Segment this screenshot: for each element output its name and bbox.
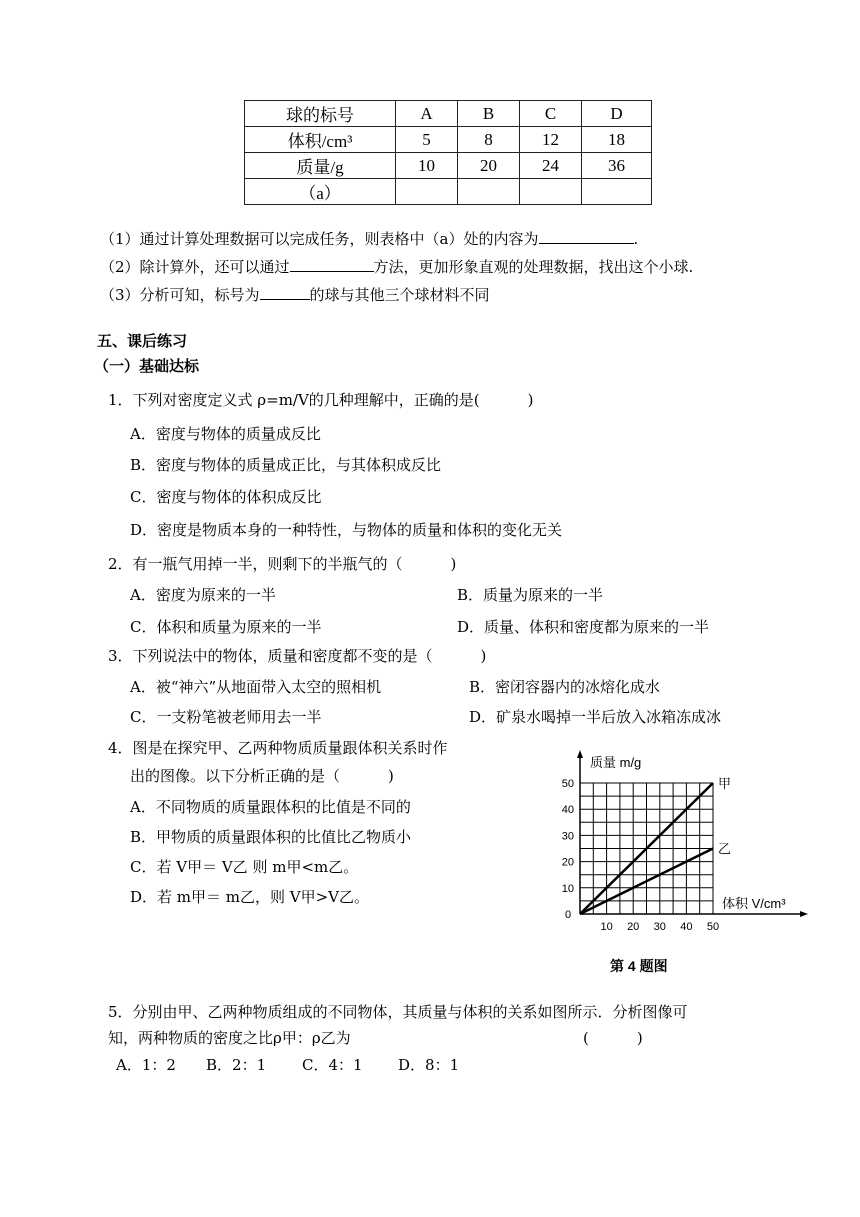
x-tick-label: 20 [627, 921, 640, 933]
question-line: （1）通过计算处理数据可以完成任务，则表格中（a）处的内容为 . [100, 230, 639, 248]
question-line: （2）除计算外，还可以通过 方法，更加形象直观的处理数据，找出这个小球. [100, 258, 694, 276]
y-tick-label: 10 [561, 882, 574, 895]
q5-option-a: A．1：2 [116, 1056, 176, 1074]
x-tick-label: 50 [706, 921, 720, 933]
question-1-stem: 1．下列对密度定义式 ρ=m/V的几种理解中，正确的是( ) [108, 391, 534, 409]
q3-option-a: A．被“神六”从地面带入太空的照相机 [130, 678, 382, 696]
table-row [245, 101, 652, 127]
series-label: 甲 [718, 776, 732, 791]
question-line: （3）分析可知，标号为 的球与其他三个球材料不同 [100, 286, 490, 304]
table-row [245, 127, 652, 153]
table-cell [520, 179, 582, 205]
answer-blank [539, 228, 634, 244]
table-row [245, 179, 652, 205]
y-tick-label: 50 [561, 778, 574, 790]
table-row-label: （a） [245, 179, 396, 205]
q2-option-a: A．密度为原来的一半 [130, 586, 276, 604]
table-header-label: 球的标号 [245, 101, 396, 127]
answer-parentheses: ( ) [583, 1029, 643, 1047]
table-row-label: 体积/cm³ [245, 127, 396, 153]
q1-option-d: D．密度是物质本身的一种特性，与物体的质量和体积的变化无关 [130, 521, 563, 539]
y-axis-label: 质量 m/g [590, 755, 642, 770]
x-tick-label: 30 [653, 921, 666, 933]
table-cell: B [458, 101, 520, 127]
table-cell: 12 [520, 127, 582, 153]
table-row [245, 153, 652, 179]
x-axis-label: 体积 V/cm³ [722, 896, 786, 911]
question-4-stem-line2: 出的图像。以下分析正确的是（ ) [130, 767, 394, 785]
q2-option-c: C．体积和质量为原来的一半 [130, 618, 322, 636]
table-cell: D [582, 101, 652, 127]
table-cell [396, 179, 458, 205]
q1-option-c: C．密度与物体的体积成反比 [130, 488, 322, 506]
q2-option-d: D．质量、体积和密度都为原来的一半 [457, 618, 710, 636]
answer-blank [260, 284, 310, 300]
table-cell: 10 [396, 153, 458, 179]
origin-label: 0 [564, 909, 572, 921]
section-subtitle: （一）基础达标 [94, 357, 200, 375]
section-title: 五、课后练习 [97, 332, 188, 350]
q4-option-b: B．甲物质的质量跟体积的比值比乙物质小 [130, 828, 412, 846]
q3-option-d: D．矿泉水喝掉一半后放入冰箱冻成冰 [469, 708, 722, 726]
series-label: 乙 [718, 841, 732, 857]
q4-option-a: A．不同物质的质量跟体积的比值是不同的 [130, 798, 411, 816]
y-tick-label: 40 [561, 804, 574, 817]
x-tick-label: 10 [600, 921, 613, 933]
question-2-stem: 2．有一瓶气用掉一半，则剩下的半瓶气的（ ) [108, 555, 457, 573]
q1-option-b: B．密度与物体的质量成正比，与其体积成反比 [130, 456, 442, 474]
q5-option-d: D．8：1 [398, 1056, 460, 1074]
q5-option-c: C．4：1 [302, 1056, 363, 1074]
y-tick-label: 20 [561, 856, 574, 869]
x-axis-arrow [800, 911, 808, 917]
figure-caption: 第 4 题图 [610, 958, 668, 974]
question-5-stem-line2: 知，两种物质的密度之比ρ甲：ρ乙为 [108, 1029, 351, 1047]
question-5-stem: 5．分别由甲、乙两种物质组成的不同物体，其质量与体积的关系如图所示．分析图像可 [108, 1003, 688, 1021]
table-cell: 20 [458, 153, 520, 179]
table-cell: 8 [458, 127, 520, 153]
q1-option-a: A．密度与物体的质量成反比 [130, 425, 321, 443]
table-cell [582, 179, 652, 205]
q5-option-b: B．2：1 [206, 1056, 267, 1074]
q2-option-b: B．质量为原来的一半 [457, 586, 604, 604]
question-4-stem: 4．图是在探究甲、乙两种物质质量跟体积关系时作 [108, 739, 448, 757]
question-3-stem: 3．下列说法中的物体，质量和密度都不变的是（ ) [108, 647, 487, 665]
table-cell: 24 [520, 153, 582, 179]
table-row-label: 质量/g [245, 153, 396, 179]
ball-data-table [244, 100, 652, 205]
table-cell [458, 179, 520, 205]
q4-option-d: D．若 m甲＝ m乙，则 V甲>V乙。 [130, 888, 370, 906]
q4-option-c: C．若 V甲＝ V乙 则 m甲<m乙。 [130, 858, 359, 876]
q3-option-c: C．一支粉笔被老师用去一半 [130, 708, 322, 726]
table-cell: 18 [582, 127, 652, 153]
table-cell: 36 [582, 153, 652, 179]
y-tick-label: 30 [561, 830, 574, 843]
y-axis-arrow [577, 750, 583, 758]
table-cell: A [396, 101, 458, 127]
x-tick-label: 40 [680, 921, 693, 933]
mass-volume-chart [540, 745, 810, 940]
table-cell: C [520, 101, 582, 127]
answer-blank [290, 256, 374, 272]
q3-option-b: B．密闭容器内的冰熔化成水 [469, 678, 661, 696]
table-cell: 5 [396, 127, 458, 153]
